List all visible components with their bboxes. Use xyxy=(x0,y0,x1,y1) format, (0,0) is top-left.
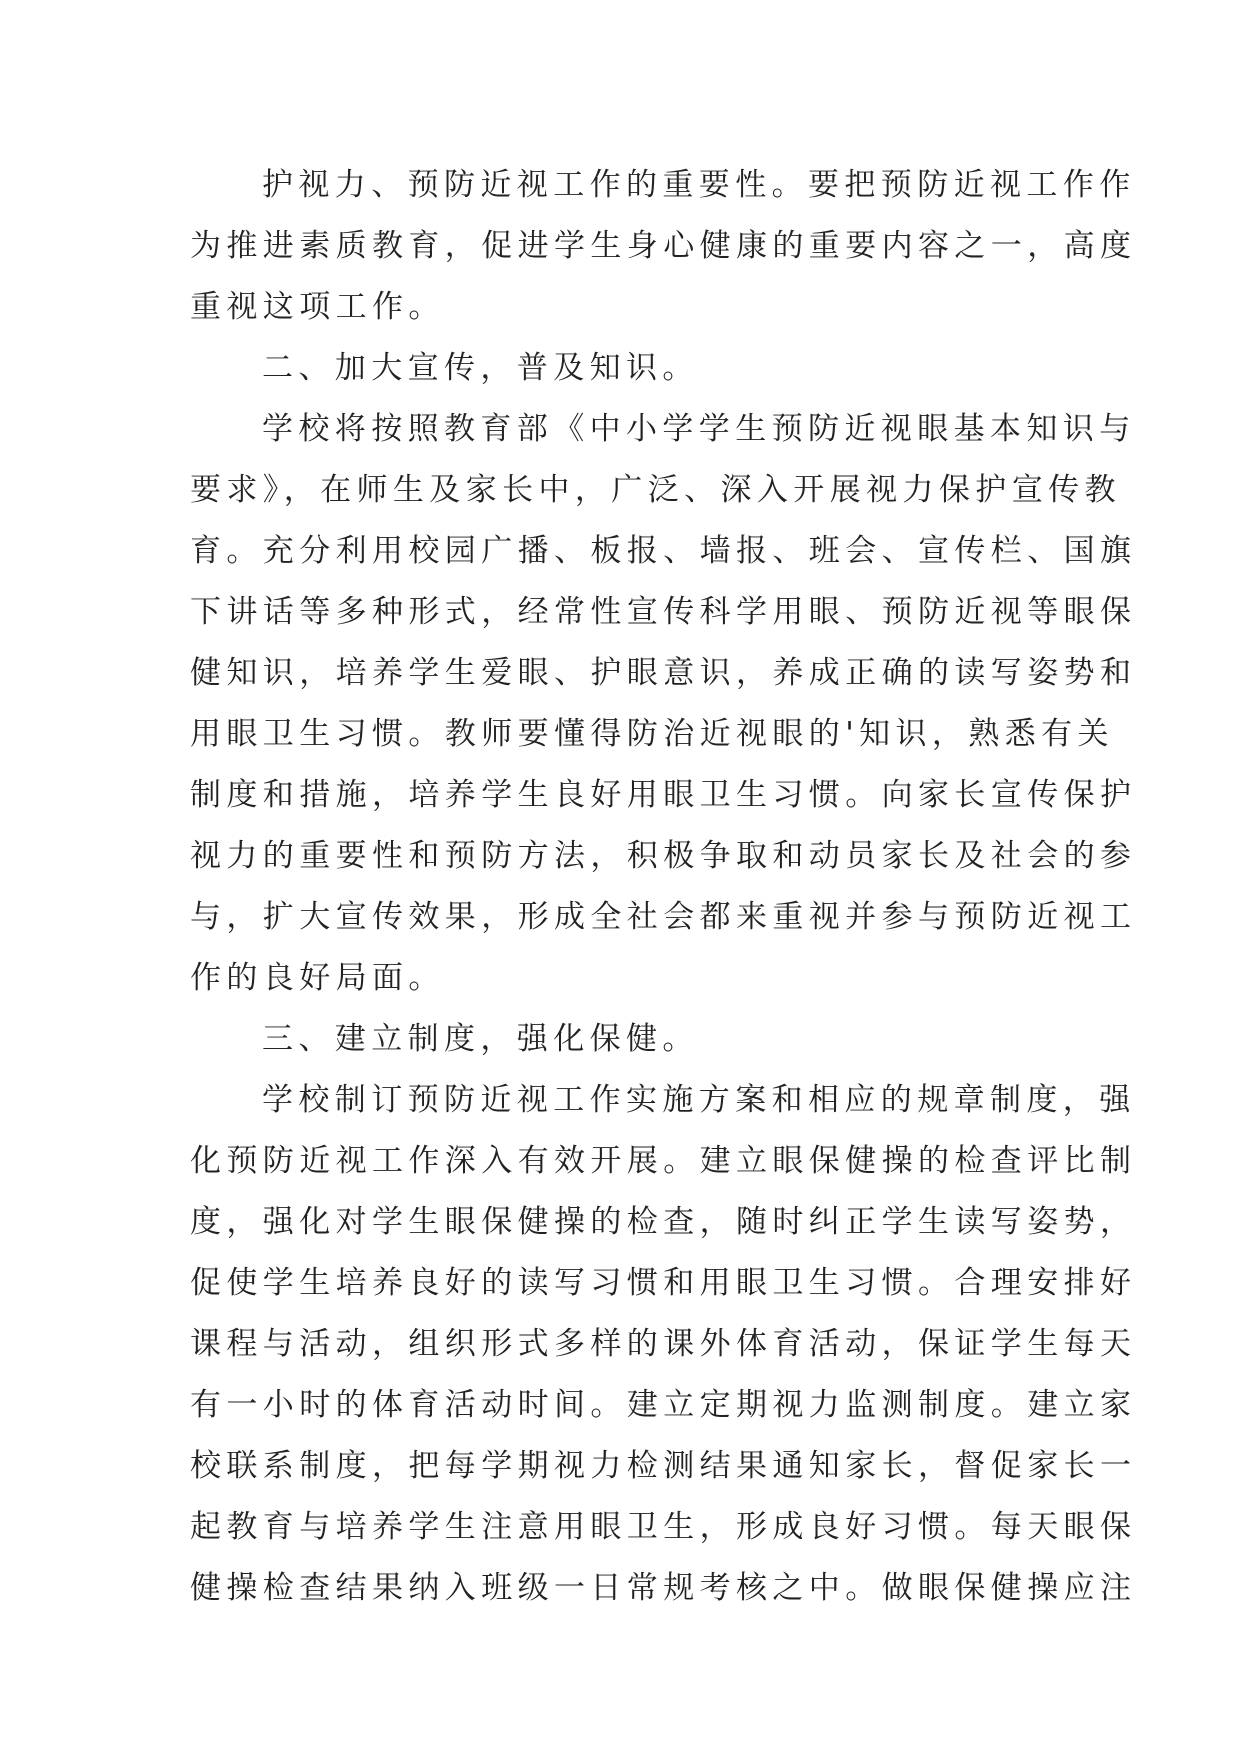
text-line: 用眼卫生习惯。教师要懂得防治近视眼的'知识，熟悉有关 xyxy=(190,716,1114,752)
text-line: 健知识，培养学生爱眼、护眼意识，养成正确的读写姿势和 xyxy=(190,655,1137,691)
text-line: 促使学生培养良好的读写习惯和用眼卫生习惯。合理安排好 xyxy=(190,1265,1137,1301)
text-line: 化预防近视工作深入有效开展。建立眼保健操的检查评比制 xyxy=(190,1143,1137,1179)
text-line: 度，强化对学生眼保健操的检查，随时纠正学生读写姿势， xyxy=(190,1204,1137,1240)
text-line: 护视力、预防近视工作的重要性。要把预防近视工作作 xyxy=(262,167,1136,203)
document-body xyxy=(190,155,1137,1619)
text-line: 校联系制度，把每学期视力检测结果通知家长，督促家长一 xyxy=(190,1448,1137,1484)
section-heading: 三、建立制度，强化保健。 xyxy=(262,1021,699,1057)
text-line: 起教育与培养学生注意用眼卫生，形成良好习惯。每天眼保 xyxy=(190,1509,1137,1545)
section-heading: 二、加大宣传，普及知识。 xyxy=(262,350,699,386)
text-line: 有一小时的体育活动时间。建立定期视力监测制度。建立家 xyxy=(190,1387,1137,1423)
text-line: 健操检查结果纳入班级一日常规考核之中。做眼保健操应注 xyxy=(190,1570,1137,1606)
text-line: 要求》，在师生及家长中，广泛、深入开展视力保护宣传教 xyxy=(190,472,1121,508)
text-line: 作的良好局面。 xyxy=(190,960,445,996)
text-line: 与，扩大宣传效果，形成全社会都来重视并参与预防近视工 xyxy=(190,899,1137,935)
text-line: 学校将按照教育部《中小学学生预防近视眼基本知识与 xyxy=(262,411,1136,447)
text-line: 课程与活动，组织形式多样的课外体育活动，保证学生每天 xyxy=(190,1326,1137,1362)
text-line: 育。充分利用校园广播、板报、墙报、班会、宣传栏、国旗 xyxy=(190,533,1137,569)
text-line: 下讲话等多种形式，经常性宣传科学用眼、预防近视等眼保 xyxy=(190,594,1137,630)
text-line: 制度和措施，培养学生良好用眼卫生习惯。向家长宣传保护 xyxy=(190,777,1137,813)
text-line: 学校制订预防近视工作实施方案和相应的规章制度，强 xyxy=(262,1082,1136,1118)
text-line: 重视这项工作。 xyxy=(190,289,445,325)
text-line: 视力的重要性和预防方法，积极争取和动员家长及社会的参 xyxy=(190,838,1137,874)
text-line: 为推进素质教育，促进学生身心健康的重要内容之一，高度 xyxy=(190,228,1137,264)
